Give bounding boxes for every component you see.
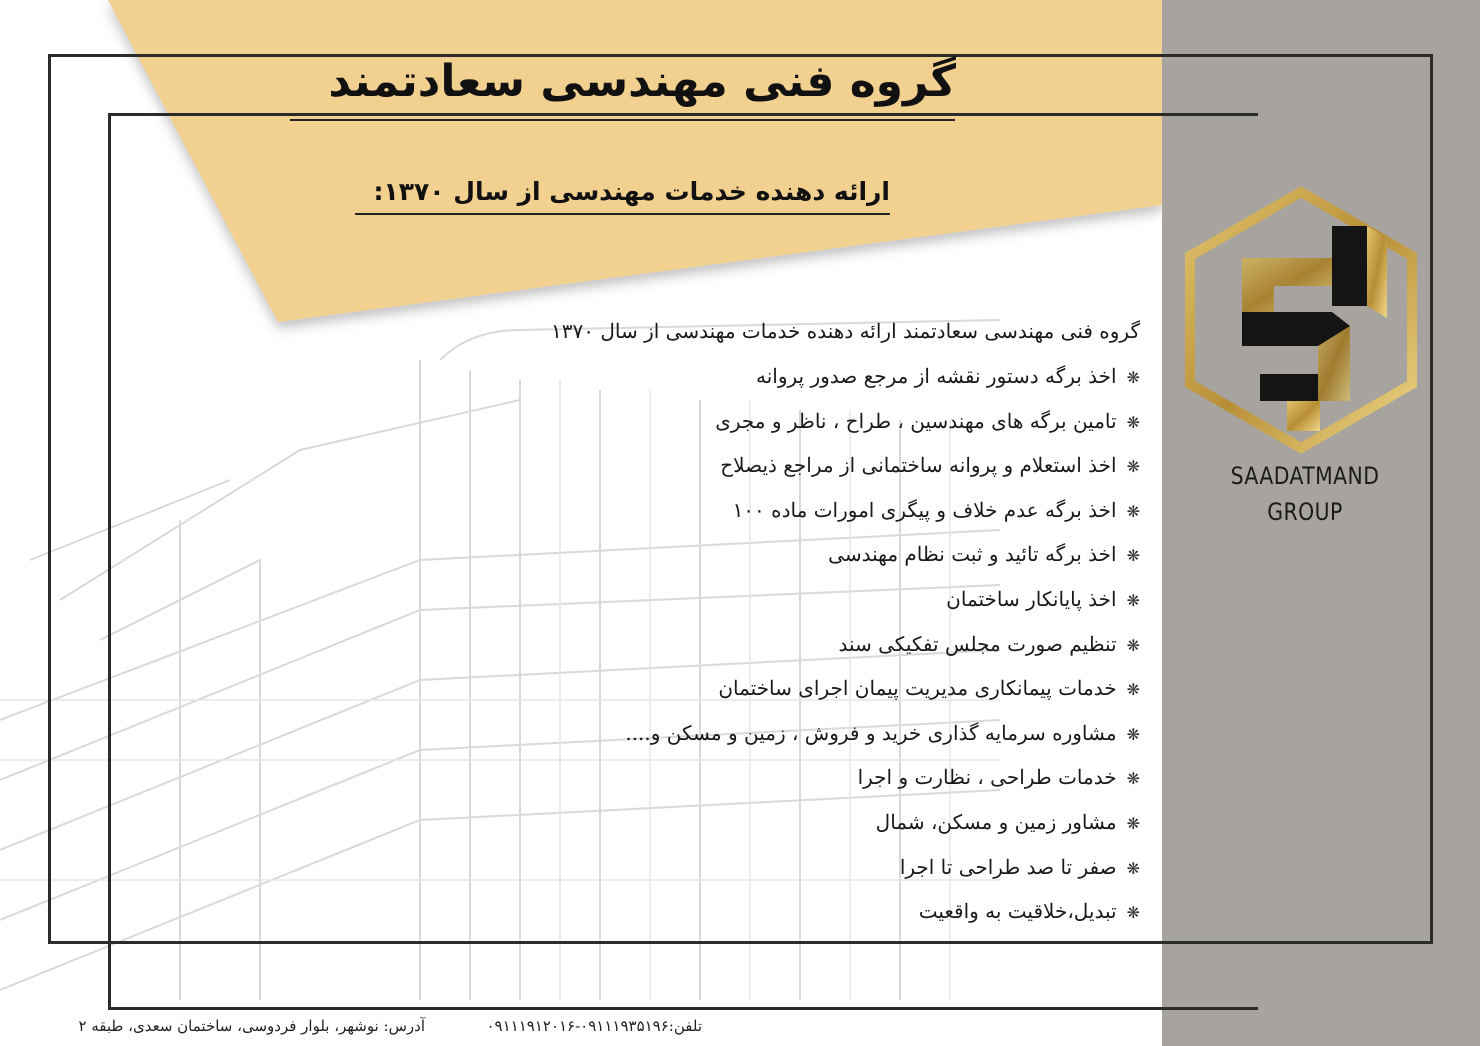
services-content [380, 308, 1140, 934]
brand-name: SAADATMAND GROUP [1230, 462, 1380, 526]
intro-text: گروه فنی مهندسی سعادتمند ارائه دهنده خدمات مهندسی از سال ۱۳۷۰ [551, 319, 1140, 343]
service-text: اخذ برگه عدم خلاف و پیگری امورات ماده ۱۰۰ [732, 497, 1117, 522]
flower-bullet-icon: ❋ [1126, 501, 1140, 521]
service-item [380, 354, 1140, 399]
subtitle-underline [355, 213, 890, 215]
service-item [380, 711, 1140, 756]
hexagon-monogram-logo [1182, 186, 1420, 454]
flower-bullet-icon: ❋ [1126, 769, 1140, 789]
service-text: اخذ پایانکار ساختمان [946, 586, 1117, 611]
services-list [380, 354, 1140, 934]
service-item [380, 532, 1140, 577]
page-title: گروه فنی مهندسی سعادتمند [328, 56, 956, 107]
flower-bullet-icon: ❋ [1126, 412, 1140, 432]
service-item [380, 399, 1140, 444]
flower-bullet-icon: ❋ [1126, 724, 1140, 744]
service-item [380, 622, 1140, 667]
flower-bullet-icon: ❋ [1126, 368, 1140, 387]
service-item [380, 845, 1140, 890]
service-text: اخذ برگه تائید و ثبت نظام مهندسی [828, 542, 1117, 567]
flower-bullet-icon: ❋ [1126, 590, 1140, 610]
service-item [380, 443, 1140, 488]
title-underline [290, 119, 955, 121]
service-text: تنظیم صورت مجلس تفکیکی سند [838, 631, 1117, 656]
flower-bullet-icon: ❋ [1126, 680, 1140, 700]
flower-bullet-icon: ❋ [1126, 858, 1140, 878]
service-text: صفر تا صد طراحی تا اجرا [899, 854, 1117, 879]
service-text: تامین برگه های مهندسین ، طراح ، ناظر و مجری [715, 408, 1117, 433]
service-item [380, 889, 1140, 934]
service-text: اخذ استعلام و پروانه ساختمانی از مراجع ذیصلاح [720, 453, 1117, 478]
footer-phone: تلفن:۰۹۱۱۱۹۳۵۱۹۶-۰۹۱۱۱۹۱۲۰۱۶ [486, 1017, 702, 1035]
service-text: مشاوره سرمایه گذاری خرید و فروش ، زمین و مسکن و.... [625, 720, 1117, 745]
service-text: تبدیل،خلاقیت به واقعیت [918, 899, 1117, 924]
service-text: خدمات پیمانکاری مدیریت پیمان اجرای ساختمان [718, 676, 1117, 701]
flower-bullet-icon: ❋ [1126, 635, 1140, 655]
service-item [380, 577, 1140, 622]
service-item [380, 800, 1140, 845]
footer-address: آدرس: نوشهر، بلوار فردوسی، ساختمان سعدی، طبقه ۲ [78, 1017, 425, 1035]
flower-bullet-icon: ❋ [1126, 903, 1140, 923]
service-item [380, 666, 1140, 711]
service-text: اخذ برگه دستور نقشه از مرجع صدور پروانه [756, 364, 1117, 388]
service-text: خدمات طراحی ، نظارت و اجرا [857, 765, 1117, 790]
flower-bullet-icon: ❋ [1126, 546, 1140, 566]
service-item [380, 755, 1140, 800]
service-item [380, 488, 1140, 533]
flower-bullet-icon: ❋ [1126, 813, 1140, 833]
flower-bullet-icon: ❋ [1126, 457, 1140, 477]
service-text: مشاور زمین و مسکن، شمال [875, 809, 1117, 834]
page-subtitle: ارائه دهنده خدمات مهندسی از سال ۱۳۷۰: [373, 177, 890, 206]
